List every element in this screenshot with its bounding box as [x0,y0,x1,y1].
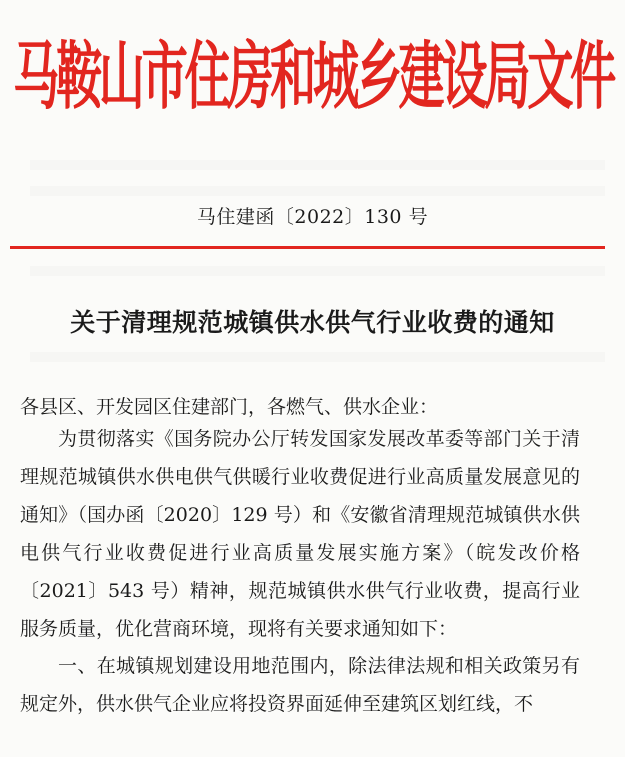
show-through-mark [30,266,605,276]
body-paragraph-item-1: 一、在城镇规划建设用地范围内，除法律法规和相关政策另有规定外，供水供气企业应将投资界面延伸至建筑区划红线，不 [20,655,580,715]
document-number: 马住建函〔2022〕130 号 [196,206,429,228]
red-divider-line [10,246,605,249]
body-paragraph-intro: 为贯彻落实《国务院办公厅转发国家发展改革委等部门关于清理规范城镇供水供电供气供暖行业收费促进行业高质量发展意见的通知》（国办函〔2020〕129 号）和《安徽省清理规范城镇供水供电供气行业收费促进行业高质量发展实施方案》（皖发改价格〔2021〕543 号）精神，规范城镇供水供气行业收费，提高行业服务质量，优化营商环境，现将有关要求通知如下： [20,428,580,640]
show-through-mark [30,160,605,170]
issuer-red-header: 马鞍山市住房和城乡建设局文件 [12,33,613,120]
show-through-mark [30,352,605,362]
show-through-mark [30,186,605,196]
salutation: 各县区、开发园区住建部门，各燃气、供水企业： [20,396,439,418]
notice-title: 关于清理规范城镇供水供气行业收费的通知 [70,308,555,337]
